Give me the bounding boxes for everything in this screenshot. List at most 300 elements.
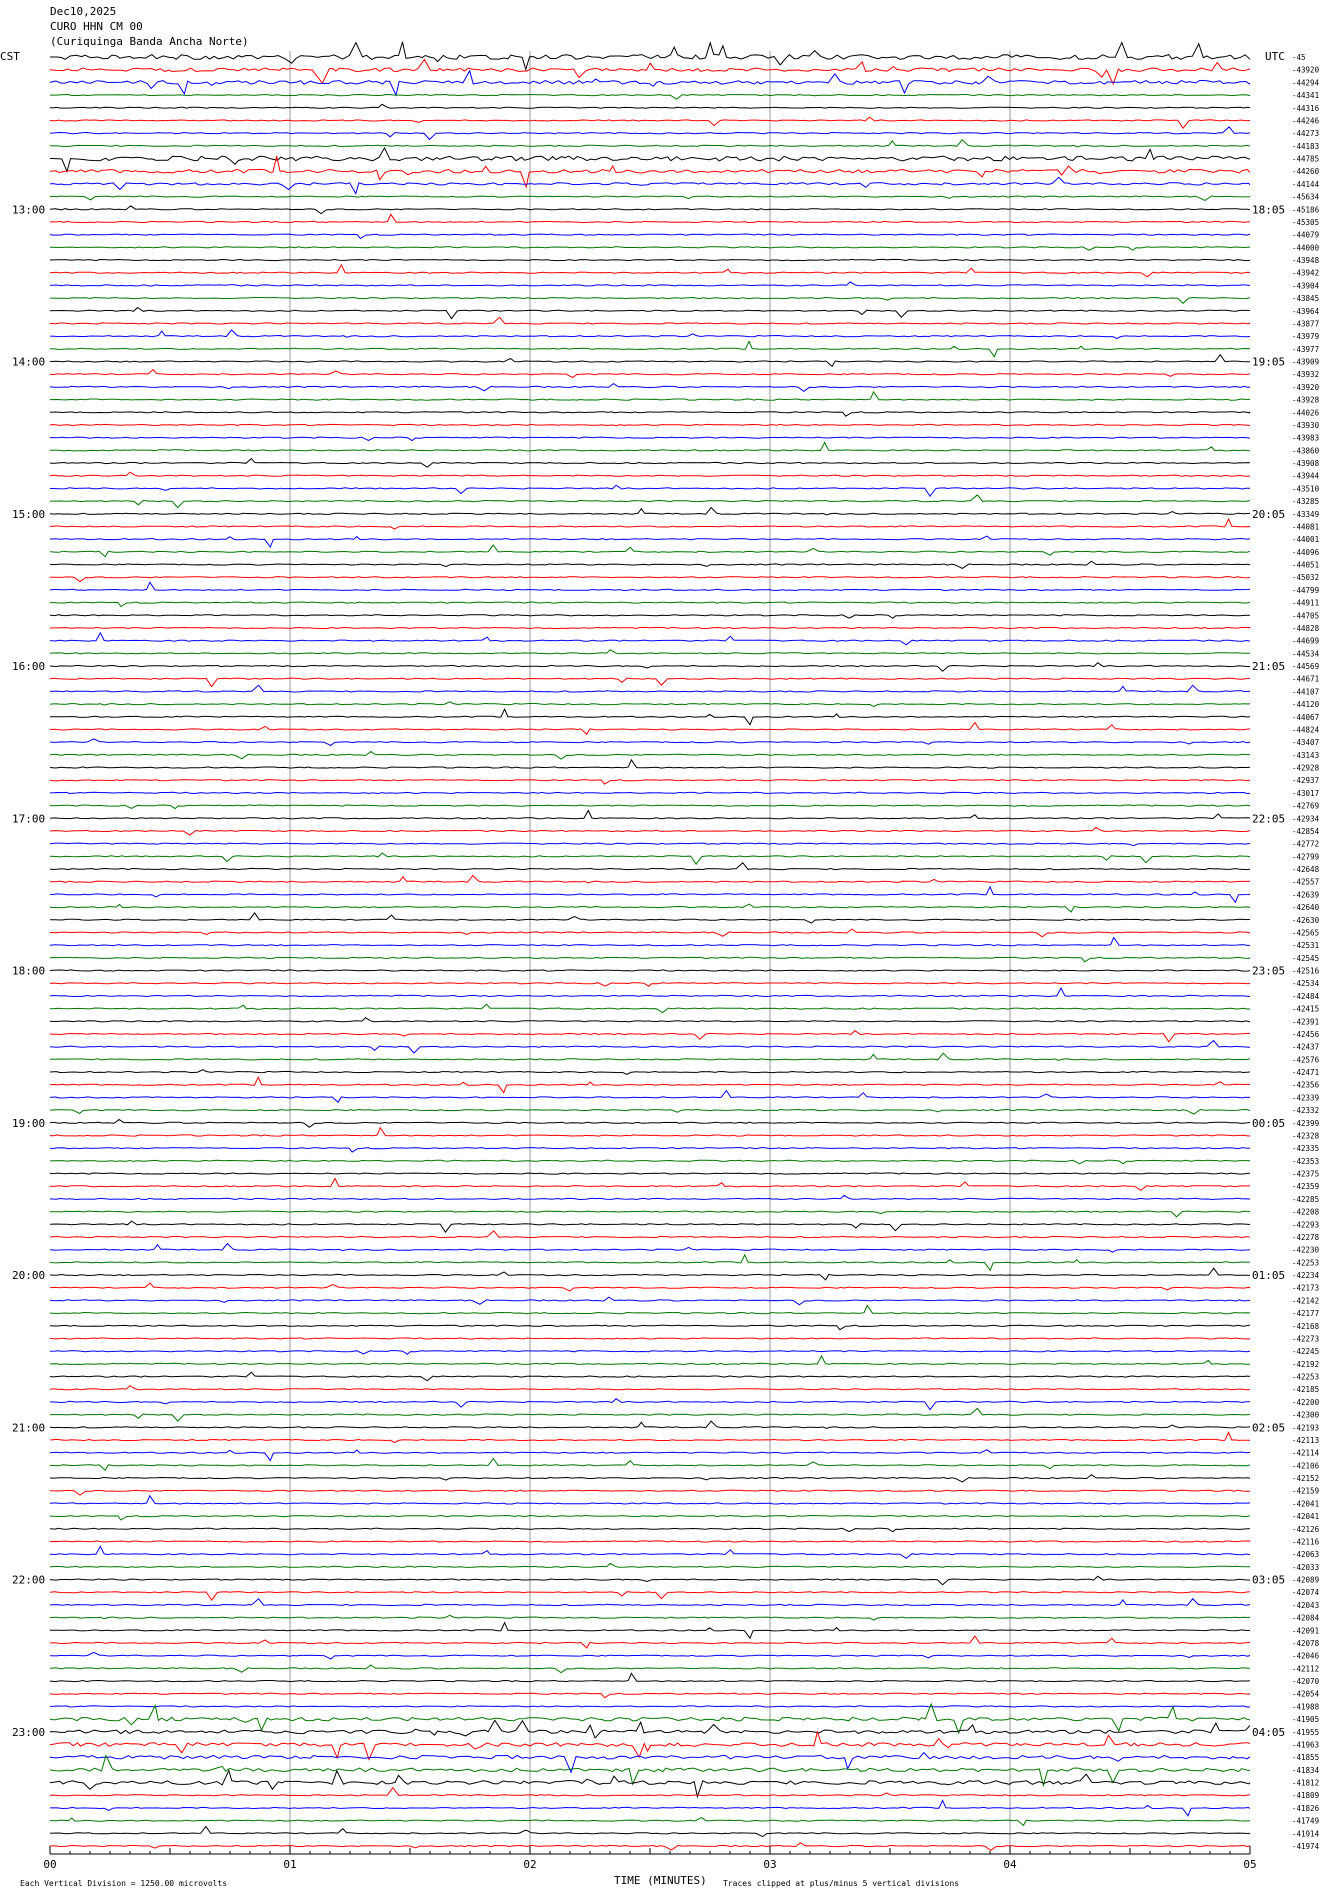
trace-line — [50, 495, 1250, 508]
trace-offset-label: -42639 — [1292, 890, 1320, 900]
trace-line — [50, 1211, 1250, 1217]
trace-offset-label: -44000 — [1292, 243, 1320, 253]
trace-line — [50, 853, 1250, 864]
trace-line — [50, 214, 1250, 222]
trace-offset-label: -42089 — [1292, 1575, 1320, 1585]
left-hour-label: 17:00 — [12, 812, 46, 826]
trace-offset-label: -42253 — [1292, 1372, 1320, 1382]
trace-line — [50, 1231, 1250, 1238]
station-label: CURO HHN CM 00 — [50, 20, 143, 33]
trace-line — [50, 196, 1250, 200]
trace-line — [50, 437, 1250, 441]
trace-offset-label: -42185 — [1292, 1385, 1320, 1395]
trace-offset-label: -43930 — [1292, 421, 1320, 430]
trace-offset-label: -41914 — [1292, 1829, 1320, 1839]
trace-line — [50, 485, 1250, 496]
trace-line — [50, 95, 1250, 100]
trace-line — [50, 1386, 1250, 1390]
trace-line — [50, 259, 1250, 260]
trace-offset-label: -42078 — [1292, 1639, 1320, 1648]
trace-offset-label: -44316 — [1292, 103, 1320, 113]
trace-line — [50, 709, 1250, 725]
trace-line — [50, 970, 1250, 971]
trace-line — [50, 1283, 1250, 1291]
trace-offset-label: -44569 — [1292, 662, 1320, 671]
trace-offset-label: -42041 — [1292, 1499, 1320, 1509]
trace-line — [50, 1475, 1250, 1482]
clip-note: Traces clipped at plus/minus 5 vertical divisions — [723, 1879, 960, 1888]
trace-line — [50, 863, 1250, 870]
right-hour-label: 04:05 — [1252, 1725, 1286, 1739]
trace-line — [50, 929, 1250, 937]
left-hour-label: 14:00 — [12, 355, 46, 369]
trace-line — [50, 739, 1250, 746]
trace-offset-label: -42332 — [1292, 1106, 1320, 1116]
trace-offset-label: -43920 — [1292, 65, 1320, 75]
trace-line — [50, 443, 1250, 451]
trace-offset-label: -43143 — [1292, 750, 1320, 760]
trace-line — [50, 330, 1250, 339]
trace-line — [50, 117, 1250, 128]
trace-offset-label: -42456 — [1292, 1030, 1320, 1039]
trace-offset-label: -42399 — [1292, 1118, 1320, 1128]
trace-offset-label: -42437 — [1292, 1042, 1320, 1052]
trace-offset-label: -41809 — [1292, 1791, 1320, 1801]
trace-offset-label: -44260 — [1292, 167, 1320, 177]
trace-line — [50, 1041, 1250, 1054]
trace-offset-label: -43944 — [1292, 471, 1320, 481]
trace-line — [50, 508, 1250, 515]
trace-offset-label: -42114 — [1292, 1448, 1320, 1458]
trace-offset-label: -42084 — [1292, 1613, 1320, 1623]
trace-offset-label: -42285 — [1292, 1194, 1320, 1204]
trace-offset-label: -43983 — [1292, 433, 1320, 443]
trace-line — [50, 60, 1250, 84]
trace-offset-label: -42545 — [1292, 953, 1320, 963]
trace-line — [50, 561, 1250, 568]
trace-offset-label: -43877 — [1292, 319, 1320, 329]
trace-line — [50, 370, 1250, 378]
trace-offset-label: -44799 — [1292, 585, 1320, 595]
trace-line — [50, 615, 1250, 619]
trace-line — [50, 1255, 1250, 1270]
trace-offset-label: -42116 — [1292, 1537, 1320, 1547]
trace-offset-label: -43285 — [1292, 497, 1320, 507]
trace-offset-label: -42648 — [1292, 865, 1320, 874]
trace-line — [50, 1432, 1250, 1442]
left-hour-label: 21:00 — [12, 1421, 46, 1435]
trace-offset-label: -42534 — [1292, 979, 1320, 989]
trace-offset-label: -43964 — [1292, 306, 1320, 316]
trace-offset-label: -43908 — [1292, 459, 1320, 468]
trace-line — [50, 988, 1250, 996]
trace-line — [50, 536, 1250, 547]
scale-note: Each Vertical Division = 1250.00 microvolts — [20, 1879, 228, 1888]
trace-line — [50, 1732, 1250, 1760]
right-hour-label: 18:05 — [1252, 203, 1286, 217]
trace-line — [50, 938, 1250, 946]
trace-offset-label: -43510 — [1292, 484, 1320, 494]
trace-offset-label: -44705 — [1292, 611, 1320, 621]
right-hour-label: 22:05 — [1252, 812, 1286, 826]
trace-line — [50, 1615, 1250, 1620]
trace-offset-label: -42576 — [1292, 1055, 1320, 1065]
left-hour-label: 16:00 — [12, 660, 46, 673]
trace-offset-label: -43017 — [1292, 788, 1320, 798]
trace-offset-label: -42484 — [1292, 991, 1320, 1001]
trace-offset-label: -41988 — [1292, 1702, 1320, 1712]
right-hour-label: 02:05 — [1252, 1421, 1286, 1435]
trace-offset-label: -42193 — [1292, 1423, 1320, 1433]
trace-offset-label: -45305 — [1292, 217, 1320, 227]
trace-line — [50, 1399, 1250, 1410]
trace-offset-label: -42353 — [1292, 1156, 1320, 1166]
trace-line — [50, 1599, 1250, 1606]
x-tick-label: 00 — [43, 1858, 57, 1871]
trace-line — [50, 1421, 1250, 1428]
trace-offset-label: -44026 — [1292, 408, 1320, 418]
trace-line — [50, 1325, 1250, 1330]
trace-line — [50, 1221, 1250, 1232]
trace-offset-label: -42230 — [1292, 1245, 1320, 1255]
trace-offset-label: -42769 — [1292, 801, 1320, 811]
trace-line — [50, 792, 1250, 793]
trace-offset-label: -43928 — [1292, 395, 1320, 405]
trace-line — [50, 104, 1250, 108]
trace-offset-label: -44341 — [1292, 91, 1320, 101]
trace-offset-label: -45634 — [1292, 192, 1320, 202]
trace-offset-label: -44294 — [1292, 78, 1320, 88]
trace-line — [50, 247, 1250, 251]
trace-line — [50, 1592, 1250, 1601]
trace-offset-label: -42063 — [1292, 1550, 1320, 1560]
trace-line — [50, 1268, 1250, 1280]
right-hour-label: 23:05 — [1252, 964, 1286, 978]
trace-line — [50, 1563, 1250, 1567]
trace-line — [50, 384, 1250, 392]
x-tick-label: 03 — [763, 1858, 777, 1871]
trace-line — [50, 355, 1250, 367]
trace-line — [50, 780, 1250, 785]
trace-offset-label: -42415 — [1292, 1004, 1320, 1014]
trace-line — [50, 1546, 1250, 1558]
trace-line — [50, 1338, 1250, 1339]
trace-line — [50, 582, 1250, 590]
trace-line — [50, 1496, 1250, 1504]
trace-offset-label: -44911 — [1292, 598, 1320, 608]
trace-offset-label: -44828 — [1292, 624, 1320, 633]
trace-offset-label: -42173 — [1292, 1283, 1320, 1293]
x-axis-title: TIME (MINUTES) — [614, 1874, 707, 1887]
trace-line — [50, 1756, 1250, 1786]
trace-offset-label: -42339 — [1292, 1093, 1320, 1103]
date-label: Dec10,2025 — [50, 5, 117, 18]
trace-offset-label: -42799 — [1292, 852, 1320, 862]
trace-line — [50, 1408, 1250, 1421]
trace-offset-label: -42391 — [1292, 1017, 1320, 1027]
trace-line — [50, 685, 1250, 692]
trace-offset-label: -42159 — [1292, 1486, 1320, 1496]
right-hour-label: 03:05 — [1252, 1573, 1286, 1587]
trace-line — [50, 957, 1250, 962]
trace-offset-label: -42293 — [1292, 1220, 1320, 1230]
trace-line — [50, 723, 1250, 735]
trace-line — [50, 519, 1250, 529]
trace-offset-label: -41974 — [1292, 1842, 1320, 1851]
trace-line — [50, 1070, 1250, 1075]
trace-line — [50, 1053, 1250, 1060]
trace-line — [50, 1077, 1250, 1092]
trace-offset-label: -42192 — [1292, 1359, 1320, 1369]
trace-line — [50, 1450, 1250, 1461]
trace-offset-label: -42091 — [1292, 1626, 1320, 1636]
trace-line — [50, 1528, 1250, 1532]
trace-offset-label: -44051 — [1292, 560, 1320, 570]
trace-offset-label: -42152 — [1292, 1474, 1320, 1483]
trace-line — [50, 265, 1250, 277]
trace-line — [50, 1541, 1250, 1542]
trace-line — [50, 1004, 1250, 1013]
left-hour-label: 22:00 — [12, 1573, 46, 1587]
left-hour-label: 18:00 — [12, 964, 46, 978]
trace-line — [50, 71, 1250, 95]
left-timezone-label: CST — [0, 50, 20, 63]
trace-offset-label: -43979 — [1292, 332, 1320, 342]
trace-offset-label: -43860 — [1292, 446, 1320, 456]
trace-offset-label: -41834 — [1292, 1765, 1320, 1775]
trace-line — [50, 1351, 1250, 1355]
trace-line — [50, 887, 1250, 903]
trace-offset-label: -44001 — [1292, 535, 1320, 545]
trace-offset-label: -44183 — [1292, 141, 1320, 151]
trace-line — [50, 545, 1250, 557]
trace-line — [50, 1771, 1250, 1797]
trace-offset-label: -44067 — [1292, 712, 1320, 722]
trace-line — [50, 1195, 1250, 1199]
trace-offset-label: -43948 — [1292, 256, 1320, 265]
trace-offset-label: -43407 — [1292, 738, 1320, 748]
seismic-traces — [50, 42, 1250, 1851]
trace-offset-label: -42245 — [1292, 1347, 1320, 1357]
trace-line — [50, 282, 1250, 286]
trace-line — [50, 1827, 1250, 1837]
trace-offset-label: -45186 — [1292, 205, 1320, 215]
trace-line — [50, 876, 1250, 883]
trace-line — [50, 1120, 1250, 1128]
trace-offset-label: -42557 — [1292, 877, 1320, 887]
trace-offset-label: -42033 — [1292, 1562, 1320, 1572]
trace-offset-label: -41749 — [1292, 1816, 1320, 1826]
left-hour-label: 23:00 — [12, 1725, 46, 1739]
trace-line — [50, 678, 1250, 686]
trace-offset-label: -42168 — [1292, 1321, 1320, 1331]
trace-offset-label: -42113 — [1292, 1436, 1320, 1445]
trace-line — [50, 577, 1250, 582]
trace-offset-label: -43845 — [1292, 294, 1320, 304]
trace-offset-label: -41963 — [1292, 1740, 1320, 1750]
trace-offset-label: -42772 — [1292, 839, 1320, 849]
trace-line — [50, 156, 1250, 187]
trace-offset-label: -42208 — [1292, 1207, 1320, 1217]
trace-offset-label: -42112 — [1292, 1664, 1320, 1674]
x-tick-label: 05 — [1243, 1858, 1257, 1871]
trace-line — [50, 904, 1250, 912]
trace-line — [50, 1818, 1250, 1826]
trace-line — [50, 1652, 1250, 1659]
trace-offset-label: -44671 — [1292, 674, 1320, 684]
right-hour-label: 19:05 — [1252, 355, 1286, 369]
trace-line — [50, 1720, 1250, 1738]
trace-offset-label: -43932 — [1292, 370, 1320, 380]
trace-offset-label: -44107 — [1292, 687, 1320, 697]
station-name-label: (Curiquinga Banda Ancha Norte) — [50, 35, 249, 48]
trace-line — [50, 1706, 1250, 1707]
trace-line — [50, 1516, 1250, 1521]
trace-offset-label: -44079 — [1292, 230, 1320, 240]
trace-offset-label: -42142 — [1292, 1296, 1320, 1306]
trace-line — [50, 1623, 1250, 1639]
trace-line — [50, 1148, 1250, 1153]
trace-line — [50, 1576, 1250, 1584]
trace-line — [50, 1665, 1250, 1673]
trace-offset-label: -42928 — [1292, 763, 1320, 773]
trace-line — [50, 1018, 1250, 1022]
trace-line — [50, 811, 1250, 819]
trace-offset-label: -42300 — [1292, 1410, 1320, 1420]
trace-line — [50, 1031, 1250, 1042]
trace-offset-label: -44246 — [1292, 116, 1320, 126]
left-hour-label: 20:00 — [12, 1269, 46, 1282]
trace-offset-label: -42356 — [1292, 1080, 1320, 1090]
trace-line — [50, 140, 1250, 147]
trace-offset-label: -44144 — [1292, 179, 1320, 189]
trace-line — [50, 828, 1250, 836]
trace-line — [50, 913, 1250, 923]
trace-offset-label: -42054 — [1292, 1689, 1320, 1699]
trace-offset-label: -42516 — [1292, 966, 1320, 976]
trace-offset-label: -42126 — [1292, 1524, 1320, 1534]
x-axis — [43, 1846, 1256, 1871]
trace-line — [50, 234, 1250, 239]
trace-offset-label: -42335 — [1292, 1144, 1320, 1154]
trace-offset-label: -42041 — [1292, 1512, 1320, 1522]
right-hour-label: 21:05 — [1252, 660, 1286, 673]
trace-offset-label: -43942 — [1292, 268, 1320, 278]
trace-offset-label: -42854 — [1292, 827, 1320, 836]
trace-offset-label: -42375 — [1292, 1169, 1320, 1179]
trace-line — [50, 472, 1250, 476]
trace-offset-label: -42630 — [1292, 915, 1320, 925]
trace-offset-label: -44081 — [1292, 522, 1320, 532]
trace-line — [50, 627, 1250, 628]
trace-line — [50, 298, 1250, 304]
trace-line — [50, 633, 1250, 645]
trace-offset-label: -42471 — [1292, 1068, 1320, 1077]
trace-line — [50, 1173, 1250, 1174]
trace-offset-label: -42253 — [1292, 1258, 1320, 1268]
x-tick-label: 04 — [1003, 1858, 1017, 1871]
trace-offset-label: -42359 — [1292, 1182, 1320, 1192]
trace-line — [50, 1693, 1250, 1698]
trace-offset-label: -44120 — [1292, 700, 1320, 710]
trace-offset-label: -42278 — [1292, 1233, 1320, 1242]
trace-offset-label: -41855 — [1292, 1753, 1320, 1763]
trace-offset-label: -42234 — [1292, 1271, 1320, 1280]
trace-offset-label: -44273 — [1292, 129, 1320, 139]
trace-offset-label: -44785 — [1292, 154, 1320, 164]
trace-offset-label: -41905 — [1292, 1715, 1320, 1725]
trace-line — [50, 702, 1250, 707]
trace-line — [50, 1160, 1250, 1164]
trace-line — [50, 459, 1250, 468]
trace-line — [50, 317, 1250, 324]
x-tick-label: 02 — [523, 1858, 537, 1871]
trace-line — [50, 206, 1250, 214]
trace-offset-label: -43977 — [1292, 344, 1320, 354]
trace-line — [50, 752, 1250, 760]
trace-line — [50, 1800, 1250, 1815]
trace-offset-label: -45032 — [1292, 573, 1320, 583]
trace-line — [50, 1306, 1250, 1314]
trace-offset-label: -42531 — [1292, 941, 1320, 951]
trace-offset-label: -44096 — [1292, 547, 1320, 557]
trace-offset-label: -44699 — [1292, 636, 1320, 646]
trace-offset-label: -43920 — [1292, 382, 1320, 392]
trace-offset-label: -43904 — [1292, 281, 1320, 291]
trace-line — [50, 424, 1250, 425]
trace-offset-label: -44534 — [1292, 649, 1320, 659]
trace-line — [50, 1788, 1250, 1796]
trace-line — [50, 1704, 1250, 1733]
minute-gridlines — [290, 51, 1010, 1852]
trace-line — [50, 392, 1250, 400]
trace-line — [50, 1490, 1250, 1495]
left-hour-label: 19:00 — [12, 1116, 46, 1130]
left-hour-label: 13:00 — [12, 203, 46, 217]
trace-line — [50, 663, 1250, 671]
x-tick-label: 01 — [283, 1858, 297, 1871]
trace-offset-label: -42177 — [1292, 1309, 1320, 1319]
trace-line — [50, 1372, 1250, 1381]
trace-line — [50, 1244, 1250, 1253]
trace-line — [50, 1091, 1250, 1103]
trace-offset-label: -43349 — [1292, 509, 1320, 519]
trace-offset-label: -42273 — [1292, 1334, 1320, 1344]
trace-line — [50, 983, 1250, 987]
trace-line — [50, 1636, 1250, 1648]
right-hour-label: 20:05 — [1252, 507, 1286, 521]
trace-line — [50, 308, 1250, 319]
trace-offset-label: -42328 — [1292, 1131, 1320, 1141]
trace-line — [50, 805, 1250, 809]
right-timezone-label: UTC — [1265, 50, 1285, 63]
trace-offset-label: -41826 — [1292, 1803, 1320, 1813]
trace-offset-label: -45 — [1292, 53, 1306, 62]
trace-offset-label: -43909 — [1292, 357, 1320, 367]
trace-offset-label: -42934 — [1292, 814, 1320, 824]
trace-line — [50, 843, 1250, 846]
trace-offset-label: -42640 — [1292, 903, 1320, 913]
trace-offset-label: -42565 — [1292, 928, 1320, 938]
right-hour-label: 01:05 — [1252, 1269, 1286, 1282]
trace-line — [50, 1673, 1250, 1681]
trace-offset-label: -42200 — [1292, 1397, 1320, 1407]
trace-line — [50, 1459, 1250, 1471]
trace-line — [50, 760, 1250, 768]
trace-line — [50, 177, 1250, 193]
trace-line — [50, 1110, 1250, 1115]
trace-line — [50, 1128, 1250, 1136]
